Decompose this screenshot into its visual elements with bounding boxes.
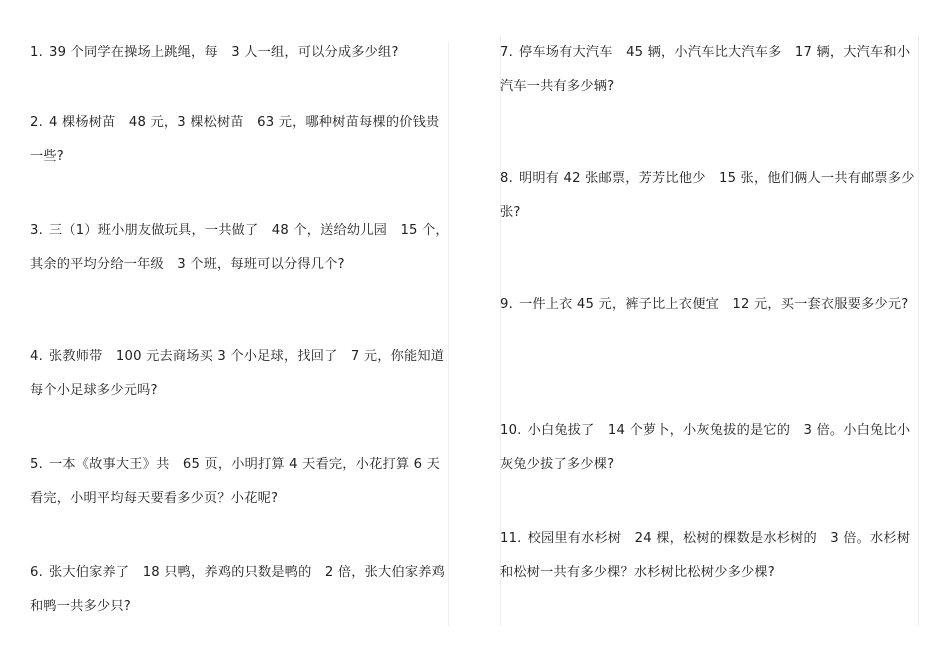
question-text: 张大伯家养了 18 只鸭，养鸡的只数是鸭的 2 倍，张大伯家养鸡和鸭一共多少只?	[30, 565, 445, 614]
question-number: 9.	[500, 297, 513, 312]
question-text: 三（1）班小朋友做玩具，一共做了 48 个，送给幼儿园 15 个，其余的平均分给一年级 3 个班，每班可以分得几个?	[30, 223, 449, 272]
question-text: 一件上衣 45 元，裤子比上衣便宜 12 元，买一套衣服要多少元?	[518, 297, 909, 312]
question-number: 1.	[30, 45, 43, 60]
question-text: 小白兔拔了 14 个萝卜，小灰兔拔的是它的 3 倍。小白兔比小灰兔少拔了多少棵?	[500, 423, 911, 472]
question-5	[30, 448, 450, 516]
question-text: 一本《故事大王》共 65 页，小明打算 4 天看完，小花打算 6 天看完，小明平均每天要看多少页？小花呢?	[30, 457, 440, 506]
question-number: 11.	[500, 531, 522, 546]
left-column	[30, 42, 450, 626]
question-1	[30, 36, 450, 70]
question-number: 5.	[30, 457, 43, 472]
question-text: 39 个同学在操场上跳绳，每 3 人一组，可以分成多少组?	[48, 45, 399, 60]
question-text: 明明有 42 张邮票，芳芳比他少 15 张，他们俩人一共有邮票多少张?	[500, 171, 915, 220]
question-9	[500, 288, 920, 322]
question-text: 张教师带 100 元去商场买 3 个小足球，找回了 7 元，你能知道每个小足球多少元吗?	[30, 349, 445, 398]
question-7	[500, 36, 920, 104]
question-number: 10.	[500, 423, 522, 438]
question-10	[500, 414, 920, 482]
question-number: 3.	[30, 223, 43, 238]
question-number: 6.	[30, 565, 43, 580]
right-column	[500, 42, 920, 626]
question-number: 2.	[30, 115, 43, 130]
question-text: 4 棵杨树苗 48 元，3 棵松树苗 63 元，哪种树苗每棵的价钱贵一些?	[30, 115, 440, 164]
question-4	[30, 340, 450, 408]
question-text: 校园里有水杉树 24 棵，松树的棵数是水杉树的 3 倍。水杉树和松树一共有多少棵？水杉树比松树少多少棵?	[500, 531, 911, 580]
question-8	[500, 162, 920, 230]
question-2	[30, 106, 450, 174]
question-number: 4.	[30, 349, 43, 364]
question-text: 停车场有大汽车 45 辆，小汽车比大汽车多 17 辆，大汽车和小汽车一共有多少辆?	[500, 45, 911, 94]
question-11	[500, 522, 920, 590]
question-3	[30, 214, 450, 282]
question-6	[30, 556, 450, 624]
question-number: 7.	[500, 45, 513, 60]
question-number: 8.	[500, 171, 513, 186]
